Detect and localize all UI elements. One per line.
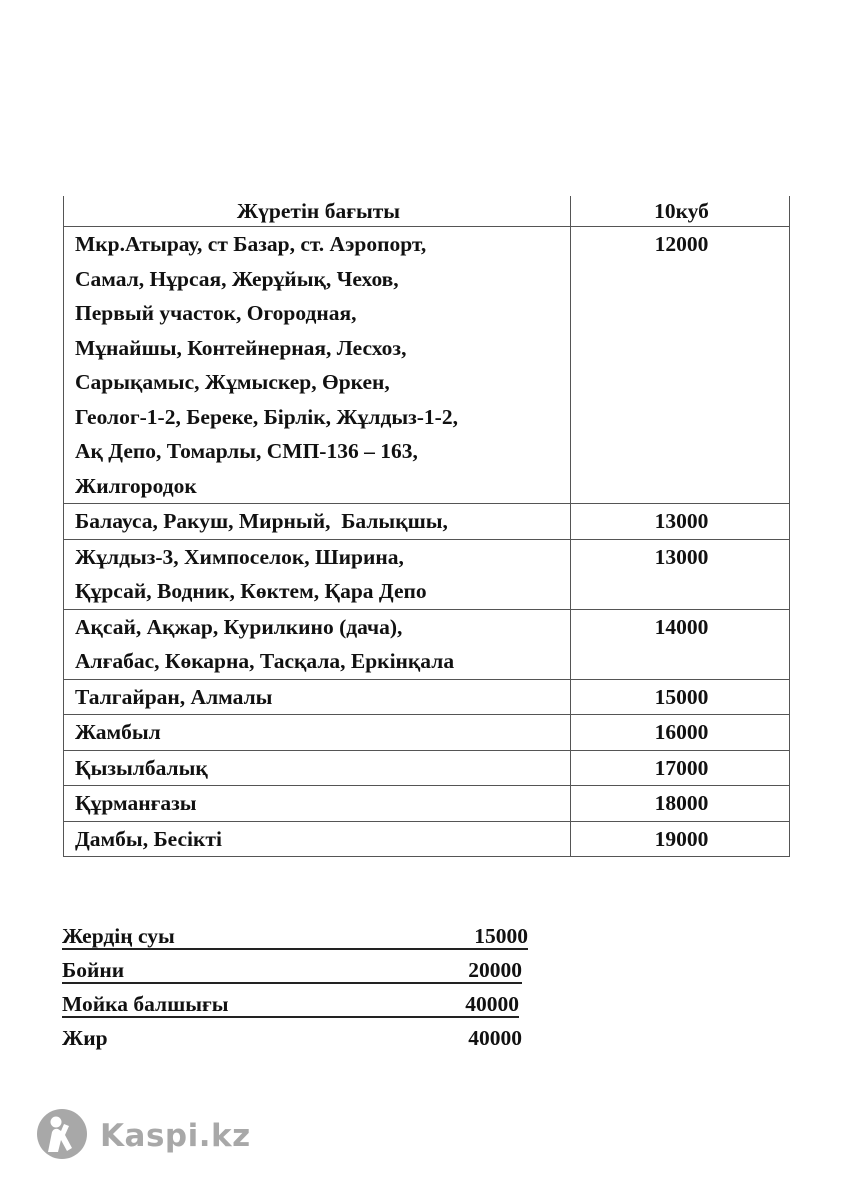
extra-item-name: Мойка балшығы bbox=[62, 992, 229, 1016]
destination-line: Сарықамыс, Жұмыскер, Өркен, bbox=[75, 370, 390, 394]
extra-item-price: 15000 bbox=[474, 924, 528, 948]
extra-item bbox=[62, 987, 519, 1021]
destination-line: Геолог-1-2, Береке, Бірлік, Жұлдыз-1-2, bbox=[75, 404, 458, 429]
kaspi-logo-icon bbox=[36, 1108, 88, 1165]
destination-cell: Талгайран, Алмалы bbox=[64, 679, 571, 715]
destination-line: Құрсай, Водник, Көктем, Қара Депо bbox=[75, 579, 427, 603]
extra-item bbox=[62, 919, 528, 953]
destination-cell: Дамбы, Бесікті bbox=[64, 821, 571, 857]
extra-item-name: Жердің суы bbox=[62, 924, 175, 948]
extra-item-name: Бойни bbox=[62, 958, 125, 982]
header-destination: Жүретін бағыты bbox=[64, 196, 571, 227]
destination-line: Балауса, Ракуш, Мирный, Балықшы, bbox=[75, 509, 448, 533]
price-table bbox=[63, 196, 790, 857]
price-cell: 12000 bbox=[571, 227, 790, 504]
extra-item-price: 20000 bbox=[468, 958, 522, 982]
table-row bbox=[64, 609, 790, 679]
watermark-text: Kaspi.kz bbox=[100, 1118, 251, 1154]
extras-list bbox=[62, 919, 528, 1055]
price-cell: 14000 bbox=[571, 609, 790, 679]
price-cell: 15000 bbox=[571, 679, 790, 715]
price-cell: 17000 bbox=[571, 750, 790, 786]
price-cell: 16000 bbox=[571, 715, 790, 751]
destination-line: Ақсай, Ақжар, Курилкино (дача), bbox=[75, 614, 403, 639]
price-cell: 13000 bbox=[571, 539, 790, 609]
destination-line: Первый участок, Огородная, bbox=[75, 301, 357, 325]
table-row bbox=[64, 539, 790, 609]
destination-cell: Құрманғазы bbox=[64, 786, 571, 822]
destination-cell bbox=[64, 227, 571, 504]
table-header-row bbox=[64, 196, 790, 227]
destination-line: Алғабас, Көкарна, Тасқала, Еркінқала bbox=[75, 649, 455, 673]
destination-cell: Жамбыл bbox=[64, 715, 571, 751]
table-row bbox=[64, 504, 790, 540]
table-row bbox=[64, 786, 790, 822]
extra-item bbox=[62, 953, 522, 987]
destination-line: Ақ Депо, Томарлы, СМП-136 – 163, bbox=[75, 439, 418, 463]
kaspi-watermark bbox=[36, 1108, 251, 1164]
destination-line: Мұнайшы, Контейнерная, Лесхоз, bbox=[75, 335, 407, 360]
extra-item-price: 40000 bbox=[468, 1026, 522, 1050]
destination-cell bbox=[64, 539, 571, 609]
destination-line: Самал, Нұрсая, Жерұйық, Чехов, bbox=[75, 266, 399, 291]
destination-line: Мкр.Атырау, ст Базар, ст. Аэропорт, bbox=[75, 232, 427, 256]
extra-item bbox=[62, 1021, 522, 1055]
price-cell: 18000 bbox=[571, 786, 790, 822]
destination-cell bbox=[64, 504, 571, 540]
destination-line: Жилгородок bbox=[75, 473, 197, 498]
price-cell: 19000 bbox=[571, 821, 790, 857]
table-row bbox=[64, 227, 790, 504]
table-row bbox=[64, 821, 790, 857]
table-row bbox=[64, 679, 790, 715]
destination-cell: Қызылбалық bbox=[64, 750, 571, 786]
extra-item-name: Жир bbox=[62, 1026, 108, 1050]
destination-line: Жұлдыз-3, Химпоселок, Ширина, bbox=[75, 544, 404, 569]
destination-cell bbox=[64, 609, 571, 679]
header-price: 10куб bbox=[571, 196, 790, 227]
table-row bbox=[64, 715, 790, 751]
table-row bbox=[64, 750, 790, 786]
extra-item-price: 40000 bbox=[465, 992, 519, 1016]
price-cell: 13000 bbox=[571, 504, 790, 540]
